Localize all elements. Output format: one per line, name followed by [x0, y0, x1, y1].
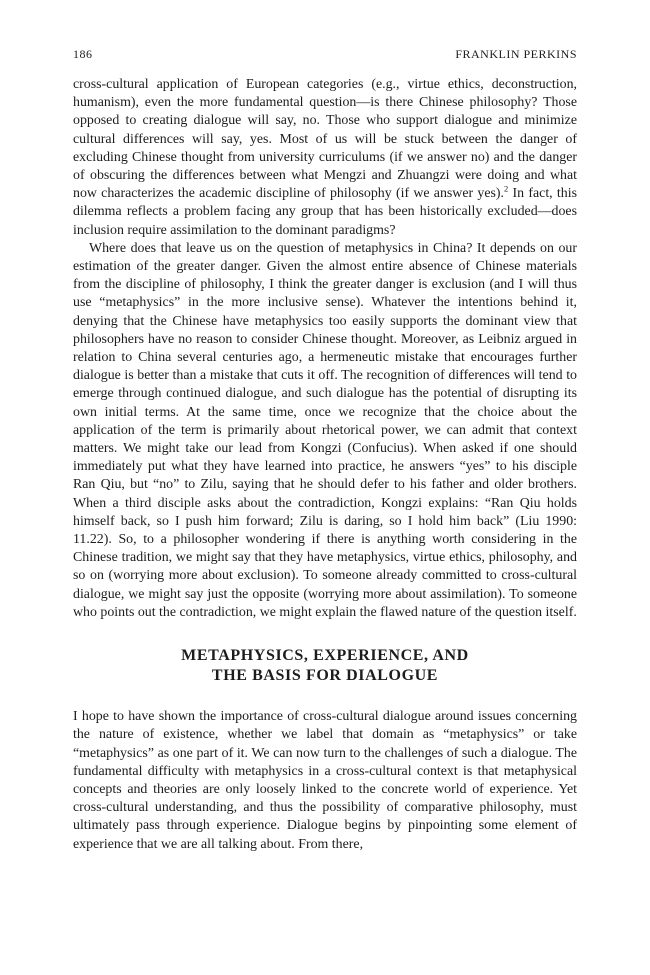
section-heading	[73, 646, 577, 686]
paragraph-2: Where does that leave us on the question of metaphysics in China? It depends on our estimation of the greater danger. Given the almost entire absence of Chinese materials from the discipline of philosophy, I think the greater danger is exclusion (and I will thus use “metaphysics” in the more inclusive sense). Whatever the intentions behind it, denying that the Chinese have metaphysics too easily supports the dominant view that philosophers have no reason to consider Chinese thought. Moreover, as Leibniz argued in relation to China several centuries ago, a hermeneutic mistake that encourages further dialogue is better than a mistake that cuts it off. The recognition of differences will tend to emerge through continued dialogue, and such dialogue has the potential of disrupting its own initial terms. At the same time, once we recognize that the choice about the application of the term is primarily about rhetorical power, we can admit that context matters. We might take our lead from Kongzi (Confucius). When asked if one should immediately put what they have learned into practice, he answers “yes” to his disciple Ran Qiu, but “no” to Zilu, saying that he should defer to his father and older brothers. When a third disciple asks about the contradiction, Kongzi explains: “Ran Qiu holds himself back, so I push him forward; Zilu is daring, so I hold him back” (Liu 1990: 11.22). So, to a philosopher wondering if there is anything worth considering in the Chinese tradition, we might say that they have metaphysics, virtue ethics, philosophy, and so on (worrying more about exclusion). To someone already committed to cross-cultural dialogue, we might say just the opposite (worrying more about assimilation). To someone who points out the contradiction, we might explain the flawed nature of the question itself.	[73, 240, 577, 620]
running-head	[73, 47, 577, 62]
paragraph-3: I hope to have shown the importance of cross-cultural dialogue around issues concerning the nature of existence, whether we label that domain as “metaphysics” or take “metaphysics” as one part of it. We can now turn to the challenges of such a dialogue. The fundamental difficulty with metaphysics in a cross-cultural context is that metaphysical concepts and theories are only loosely linked to the concrete world of experience. Yet cross-cultural understanding, and thus the possibility of comparative philosophy, must ultimately pass through experience. Dialogue begins by pinpointing some element of experience that we are all talking about. From there,	[73, 709, 577, 852]
paragraph-1-continued: In fact, this dilemma reflects a problem facing any group that has been historically excluded—does inclusion require assimilation to the dominant paradigms?	[73, 186, 577, 238]
body-text	[73, 76, 577, 854]
paragraph-1	[73, 76, 577, 240]
section-heading-line-2: THE BASIS FOR DIALOGUE	[211, 667, 439, 685]
paragraph-1-text: cross-cultural application of European categories (e.g., virtue ethics, deconstruction, humanism), even the more fundamental question—is there Chinese philosophy? Those opposed to creating dialogue will say, no. Those who support dialogue and minimize cultural differences will say, yes. Most of us will be stuck between the danger of excluding Chinese thought from university curriculums (if we answer no) and the danger of obscuring the differences between what Mengzi and Zhuangzi were doing and what now characterizes the academic discipline of philosophy (if we answer yes).	[73, 77, 577, 202]
page-number: 186	[73, 47, 93, 61]
section-heading-line-1: METAPHYSICS, EXPERIENCE, AND	[181, 647, 469, 665]
footnote-marker[interactable]: 2	[504, 183, 509, 194]
running-title: FRANKLIN PERKINS	[455, 47, 577, 61]
